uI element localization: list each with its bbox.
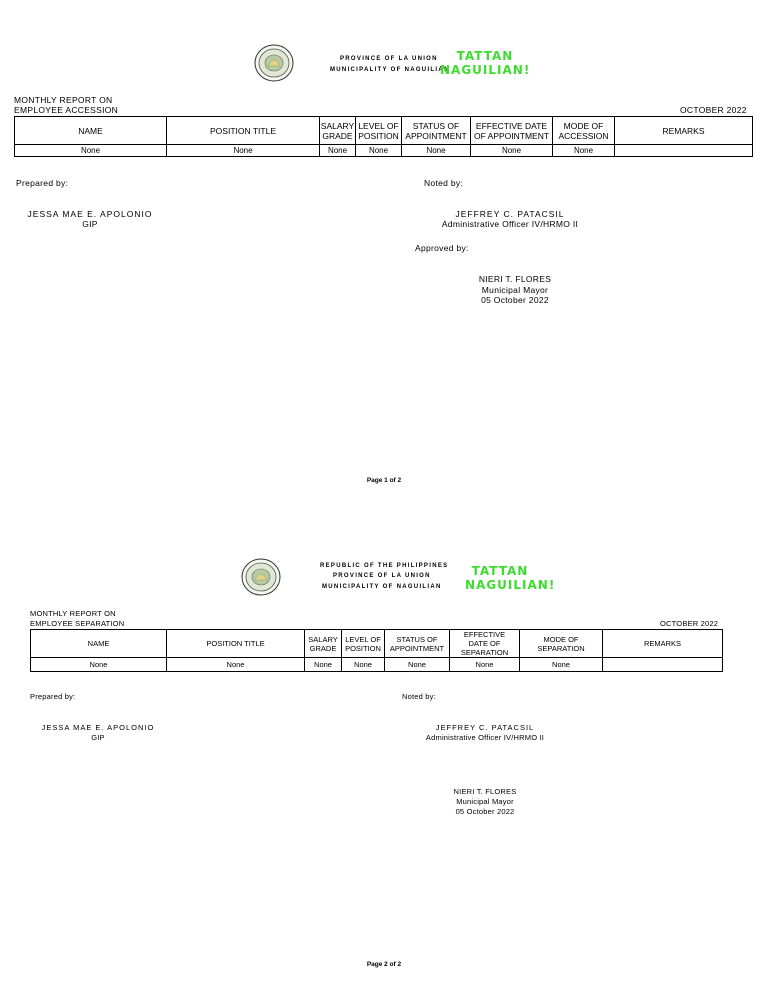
municipal-seal-icon [254,44,294,82]
noted-by-label: Noted by: [424,178,464,188]
preparer-title: GIP [82,219,98,229]
prepared-by-label: Prepared by: [30,692,76,701]
report-period: OCTOBER 2022 [660,619,719,628]
report-title-line-1: MONTHLY REPORT ON [30,609,116,618]
column-header-level-of-position: LEVEL OF POSITION [356,117,402,145]
noter-name: JEFFREY C. PATACSIL [435,723,535,732]
cell-salary-grade: None [305,658,342,672]
cell-level-of-position: None [356,145,402,157]
noter-title: Administrative Officer IV/HRMO II [441,219,579,229]
column-header-status-of-appointment: STATUS OF APPOINTMENT [402,117,471,145]
column-header-effective-date: EFFECTIVE DATE OF APPOINTMENT [471,117,553,145]
report-period: OCTOBER 2022 [680,105,747,115]
table-row [31,658,723,672]
approver-title: Municipal Mayor [481,285,549,295]
column-header-position-title: POSITION TITLE [167,117,320,145]
cell-effective-date-of-separation: None [450,658,520,672]
column-header-remarks: REMARKS [603,630,723,658]
column-header-position-title: POSITION TITLE [167,630,305,658]
prepared-by-label: Prepared by: [16,178,69,188]
header-republic: REPUBLIC OF THE PHILIPPINES [320,563,449,569]
cell-level-of-position: None [342,658,385,672]
approver-date: 05 October 2022 [455,807,515,816]
approver-date: 05 October 2022 [481,295,549,305]
header-municipality: MUNICIPALITY OF NAGUILIAN [322,584,442,590]
table-header-row [15,117,753,145]
cell-status-of-appointment: None [385,658,450,672]
cell-mode-of-separation: None [520,658,603,672]
column-header-salary-grade: SALARY GRADE [320,117,356,145]
preparer-name: JESSA MAE E. APOLONIO [41,723,155,732]
column-header-name: NAME [15,117,167,145]
preparer-title: GIP [91,733,105,742]
cell-name: None [31,658,167,672]
header-municipality: MUNICIPALITY OF NAGUILIAN [330,67,450,73]
brand-line-1: TATTAN [471,564,529,578]
separation-table [30,629,723,672]
approver-name: NIERI T. FLORES [453,787,517,796]
column-header-status-of-appointment: STATUS OF APPOINTMENT [385,630,450,658]
column-header-salary-grade: SALARY GRADE [305,630,342,658]
table-header-row [31,630,723,658]
cell-mode-of-accession: None [553,145,615,157]
brand-line-2: NAGUILIAN! [440,63,531,77]
cell-remarks [615,145,753,157]
approver-name: NIERI T. FLORES [478,274,552,284]
header-province: PROVINCE OF LA UNION [340,56,438,62]
municipal-seal-icon [241,558,281,596]
report-title-line-2: EMPLOYEE ACCESSION [14,105,119,115]
cell-status-of-appointment: None [402,145,471,157]
brand-line-1: TATTAN [456,49,514,63]
brand-line-2: NAGUILIAN! [465,578,556,592]
noter-name: JEFFREY C. PATACSIL [455,209,565,219]
column-header-remarks: REMARKS [615,117,753,145]
column-header-level-of-position: LEVEL OF POSITION [342,630,385,658]
noter-title: Administrative Officer IV/HRMO II [425,733,545,742]
approver-title: Municipal Mayor [456,797,514,806]
column-header-name: NAME [31,630,167,658]
cell-salary-grade: None [320,145,356,157]
page-number: Page 1 of 2 [366,477,402,484]
report-title-line-1: MONTHLY REPORT ON [14,95,113,105]
column-header-effective-date-of-separation: EFFECTIVE DATE OF SEPARATION [450,630,520,658]
cell-position-title: None [167,145,320,157]
cell-name: None [15,145,167,157]
header-province: PROVINCE OF LA UNION [333,573,431,579]
noted-by-label: Noted by: [402,692,436,701]
column-header-mode-of-accession: MODE OF ACCESSION [553,117,615,145]
accession-table [14,116,753,157]
report-title-line-2: EMPLOYEE SEPARATION [30,619,125,628]
cell-position-title: None [167,658,305,672]
approved-by-label: Approved by: [415,243,469,253]
page-number: Page 2 of 2 [366,961,402,968]
cell-effective-date: None [471,145,553,157]
table-row [15,145,753,157]
preparer-name: JESSA MAE E. APOLONIO [27,209,153,219]
cell-remarks [603,658,723,672]
column-header-mode-of-separation: MODE OF SEPARATION [520,630,603,658]
